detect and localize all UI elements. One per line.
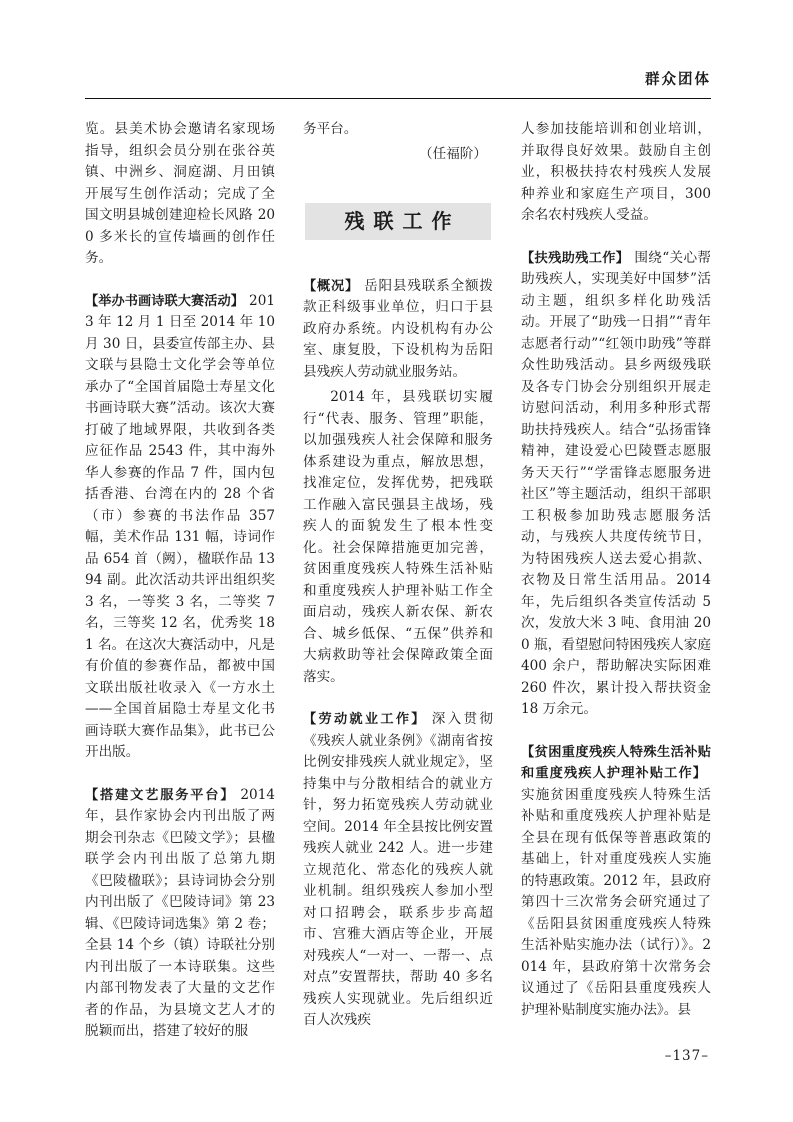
section-title-box: 残联工作 [305, 203, 491, 240]
entry-text: 深入贯彻《残疾人就业条例》《湖南省按比例安排残疾人就业规定》，坚持集中与分散相结合的就业方针，努力拓宽残疾人劳动就业空间。2014 年全县按比例安置残疾人就业 242 人。进一步建立规范化、常态化的残疾人就业机制。组织残疾人参加小型对口招聘会，联系步步高超市、宫雅大酒店等企业，开展对残疾人“一对一、一帮一、点对点”安置帮扶，帮助 40 多名残疾人实现就业。先后组织近百人次残疾 [303, 711, 494, 1028]
entry-heading: 【概况】 [303, 278, 360, 294]
page-number: –137– [664, 1048, 709, 1064]
entry-text: 实施贫困重度残疾人特殊生活补贴和重度残疾人护理补贴是全县在现有低保等普惠政策的基础上，针对重度残疾人实施的特惠政策。2012 年，县政府第四十三次常务会研究通过了《岳阳县贫困重度残疾人特殊生活补贴实施办法（试行）》。2014 年，县政府第十次常务会议通过了《岳阳县重度残疾人护理补贴制度实施办法》。县 [521, 786, 711, 1018]
paragraph-with-heading [521, 248, 711, 721]
column-left [85, 119, 275, 1043]
running-header [85, 68, 711, 89]
paragraph-with-heading [85, 291, 275, 764]
author-signature: （任福阶） [419, 145, 487, 162]
content-columns [85, 119, 711, 1043]
paragraph-with-heading [303, 276, 493, 384]
entry-text: 围绕“关心帮助残疾人，实现美好中国梦”活动主题，组织多样化助残活动。开展了“助残一日捐”“青年志愿者行动”“红领巾助残”等群众性助残活动。县乡两级残联及各专门协会分别组织开展走访慰问活动，利用多种形式帮助扶持残疾人。结合“弘扬雷锋精神，建设爱心巴陵暨志愿服务天天行”“学雷锋志愿服务进社区”等主题活动，组织干部职工积极参加助残志愿服务活动，与残疾人共度传统节日，为特困残疾人送去爱心捐款、衣物及日常生活用品。2014 年，先后组织各类宣传活动 5 次，发放大米 3 吨、食用油 200 瓶，看望慰问特困残疾人家庭 400 余户，帮助解决实际困难 260 件次，累计投入帮扶资金 18 万余元。 [521, 249, 712, 717]
paragraph-continuation: 人参加技能培训和创业培训，并取得良好效果。鼓励自主创业，积极扶持农村残疾人发展种养业和家庭生产项目，300 余名农村残疾人受益。 [521, 121, 711, 223]
paragraph-with-heading [521, 742, 711, 1022]
entry-heading: 【劳动就业工作】 [303, 712, 427, 727]
entry-text: 2013 年 12 月 1 日至 2014 年 10 月 30 日，县委宣传部主办、县文联与县隐士文化学会等单位承办了“全国首届隐士寿星文化书画诗联大赛”活动。该次大赛打破了地域界限，共收到各类应征作品 2543 件，其中海外华人参赛的作品 7 件，国内包括香港、台湾在内的 28 个省（市）参赛的书法作品 357 幅，美术作品 131 幅，诗词作品 654 首（阙），楹联作品 1394 副。此次活动共评出组织奖 3 名，一等奖 3 名，二等奖 7 名，三等奖 12 名，优秀奖 181 名。在这次大赛活动中，凡是有价值的参赛作品，都被中国文联出版社收录入《一方水土——全国首届隐士寿星文化书画诗联大赛作品集》，此书已公开出版。 [85, 292, 275, 760]
entry-heading: 【举办书画诗联大赛活动】 [85, 293, 245, 309]
paragraph-with-heading [303, 709, 493, 1032]
column-middle [303, 119, 493, 1043]
entry-text: 2014 年，县作家协会内刊出版了两期会刊杂志《巴陵文学》；县楹联学会内刊出版了总第九期《巴陵楹联》；县诗词协会分别内刊出版了《巴陵诗词》第 23 辑、《巴陵诗词选集》第 2 卷；全县 14 个乡（镇）诗联社分别内刊出版了一本诗联集。这些内部刊物发表了大量的文艺作者的作品，为县境文艺人才的脱颖而出，搭建了较好的服 [85, 786, 275, 1039]
paragraph-continuation: 览。县美术协会邀请名家现场指导，组织会员分别在张谷英镇、中洲乡、洞庭湖、月田镇开展写生创作活动；完成了全国文明县城创建迎检长风路 200 多米长的宣传墙画的创作任务。 [85, 121, 275, 266]
page-content-area [85, 68, 711, 1043]
paragraph-indented: 2014 年，县残联切实履行“代表、服务、管理”职能，以加强残疾人社会保障和服务体系建设为重点，解放思想，找准定位，发挥优势，把残联工作融入富民强县主战场，残疾人的面貌发生了根本性变化。社会保障措施更加完善，贫困重度残疾人特殊生活补贴和重度残疾人护理补贴工作全面启动，残疾人新农保、新农合、城乡低保、“五保”供养和大病救助等社会保障政策全面落实。 [303, 389, 493, 685]
entry-heading: 【搭建文艺服务平台】 [85, 787, 236, 803]
entry-heading: 【贫困重度残疾人特殊生活补贴和重度残疾人护理补贴工作】 [521, 744, 711, 781]
header-rule [85, 98, 711, 99]
running-header-title: 群众团体 [645, 72, 711, 88]
column-right [521, 119, 711, 1043]
entry-heading: 【扶残助残工作】 [521, 250, 630, 266]
paragraph-with-heading [85, 785, 275, 1043]
entry-text: 岳阳县残联系全额拨款正科级事业单位，归口于县政府办系统。内设机构有办公室、康复股，下设机构为岳阳县残疾人劳动就业服务站。 [303, 277, 494, 380]
paragraph-continuation: 务平台。 [303, 121, 358, 137]
